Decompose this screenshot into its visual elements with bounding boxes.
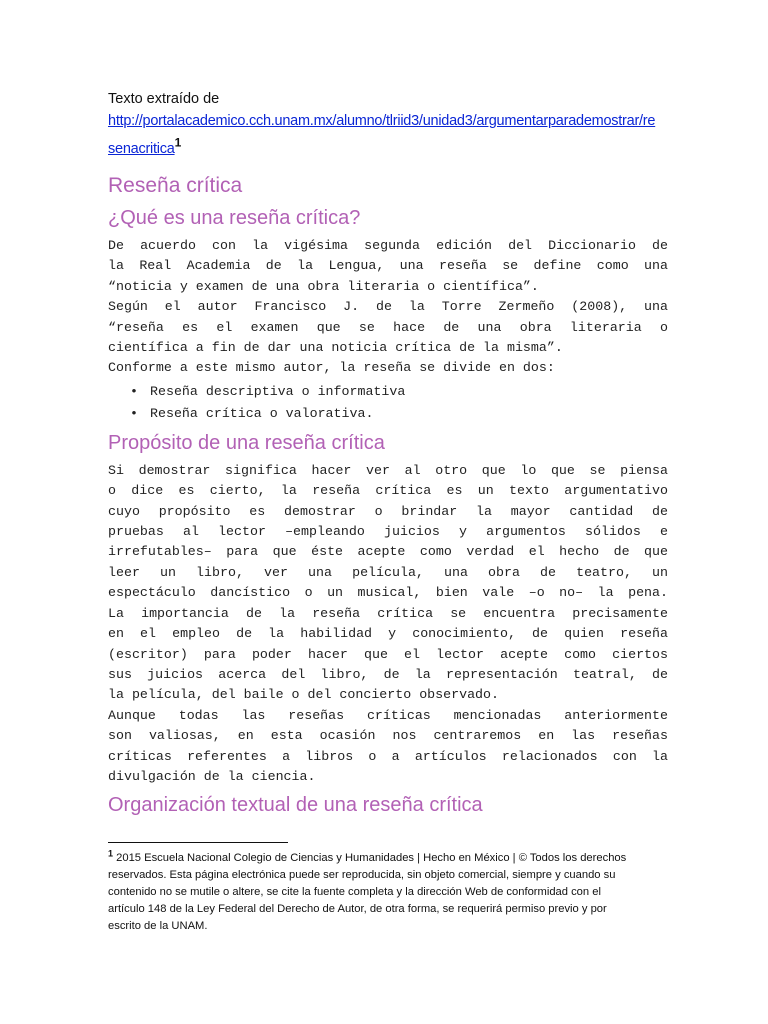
text-line: Conforme a este mismo autor, la reseña se divide en dos:	[108, 360, 555, 376]
text-line: espectáculo dancístico o un musical, bien vale –o no– la pena.	[108, 585, 668, 601]
footnote	[108, 850, 638, 935]
text-line: “noticia y examen de una obra literaria o científica”.	[108, 278, 539, 294]
text-line: científica a fin de dar una noticia crítica de la misma”.	[108, 340, 563, 356]
text-line: divulgación de la ciencia.	[108, 768, 316, 784]
section3-heading: Organización textual de una reseña crítica	[108, 794, 483, 817]
source-link-continued[interactable]	[108, 138, 175, 160]
section1-paragraph	[108, 236, 668, 379]
footnote-separator	[108, 842, 288, 843]
list-item	[130, 403, 668, 425]
source-link[interactable]	[108, 110, 668, 132]
source-label: Texto extraído de	[108, 91, 220, 107]
text-line: “reseña es el examen que se hace de una obra literaria o	[108, 319, 668, 335]
text-line: cuyo propósito es demostrar o brindar la mayor cantidad de	[108, 503, 668, 519]
section1-heading: ¿Qué es una reseña crítica?	[108, 207, 361, 229]
document-title: Reseña crítica	[108, 174, 243, 197]
source-link-line1: http://portalacademico.cch.unam.mx/alumno/tlriid3/unidad3/argumentarparademostrar/re	[108, 113, 656, 129]
text-line: De acuerdo con la vigésima segunda edición del Diccionario de	[108, 238, 668, 253]
list-item-text: Reseña descriptiva o informativa	[150, 383, 406, 399]
list-item-text: Reseña crítica o valorativa.	[150, 405, 374, 421]
section2-paragraph	[108, 461, 668, 788]
text-line: (escritor) para poder hacer que el lector acepte como ciertos	[108, 646, 668, 662]
text-line: sus juicios acerca del libro, de la representación teatral, de	[108, 666, 668, 682]
text-line: la película, del baile o del concierto observado.	[108, 687, 499, 703]
text-line: La importancia de la reseña crítica se encuentra precisamente	[108, 605, 668, 621]
footnote-number: 1	[108, 848, 114, 859]
text-line: Según el autor Francisco J. de la Torre Zermeño (2008), una	[108, 299, 668, 315]
text-line: irrefutables– para que éste acepte como verdad el hecho de que	[108, 544, 668, 560]
text-line: la Real Academia de la Lengua, una reseña se define como una	[108, 258, 668, 274]
text-line: son valiosas, en esta ocasión nos centraremos en las reseñas	[108, 728, 668, 744]
bullet-icon: •	[130, 383, 138, 399]
section2-heading: Propósito de una reseña crítica	[108, 431, 385, 454]
text-line: Aunque todas las reseñas críticas mencionadas anteriormente	[108, 707, 668, 723]
text-line: leer un libro, ver una película, una obra de teatro, un	[108, 564, 668, 580]
footnote-text: 2015 Escuela Nacional Colegio de Ciencias y Humanidades | Hecho en México | © Todos los derechos reservados. Esta página electrónica puede ser reproducida, sin objeto comercial, siempre y cuando su contenido no se mutile o altere, se cite la fuente completa y la dirección Web de conformidad con el artículo 148 de la Ley Federal del Derecho de Autor, de otra forma, se requerirá permiso previo y por escrito de la UNAM.	[108, 852, 627, 932]
source-link-line2-wrap	[108, 135, 182, 157]
bullet-icon: •	[130, 405, 138, 421]
text-line: en el empleo de la habilidad y conocimiento, de quien reseña	[108, 626, 668, 642]
text-line: Si demostrar significa hacer ver al otro que lo que se piensa	[108, 462, 668, 478]
list-item	[130, 381, 668, 403]
footnote-reference[interactable]: 1	[174, 135, 182, 150]
document-page	[108, 88, 668, 823]
text-line: críticas referentes a libros o a artículos relacionados con la	[108, 748, 668, 764]
text-line: pruebas al lector –empleando juicios y argumentos sólidos e	[108, 524, 668, 540]
resena-types-list	[108, 381, 668, 425]
source-link-line2: senacritica	[108, 141, 175, 157]
text-line: o dice es cierto, la reseña crítica es un texto argumentativo	[108, 483, 668, 499]
